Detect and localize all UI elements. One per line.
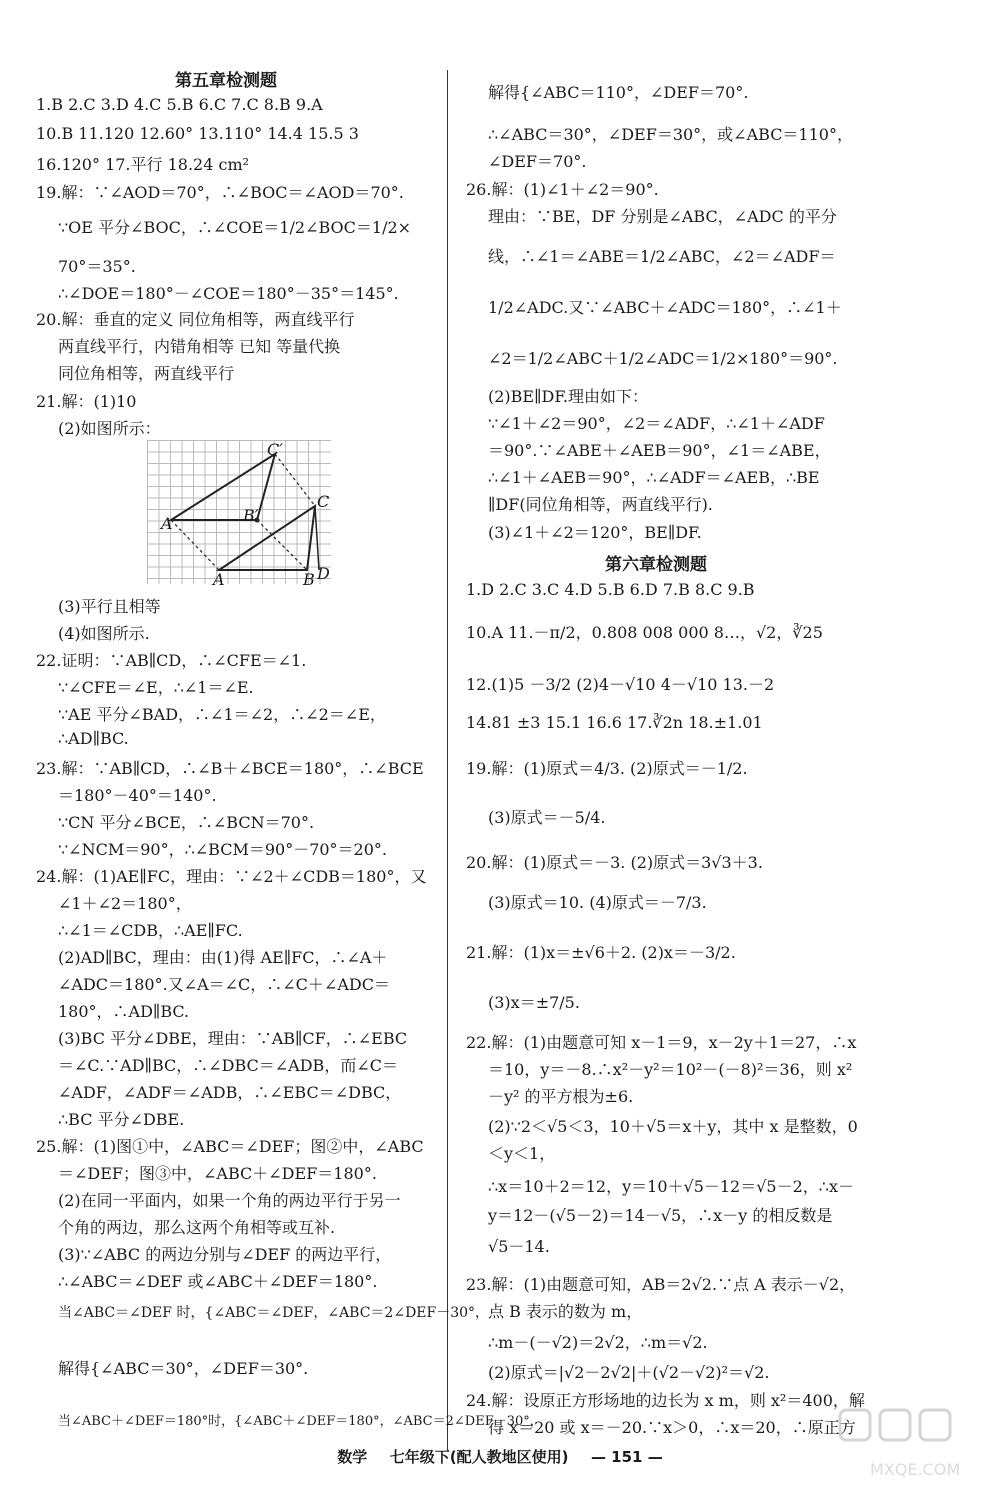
answer-line: 16.120° 17.平行 18.24 cm² xyxy=(36,155,250,174)
answer-line: 14.81 ±3 15.1 16.6 17.∛2n 18.±1.01 xyxy=(466,713,763,732)
answer-line: 点 B 表示的数为 m， xyxy=(488,1302,643,1321)
answer-line: 22.解：(1)由题意可知 x－1＝9，x－2y＋1＝27，∴x xyxy=(466,1033,857,1052)
answer-line: ∴∠1＝∠CDB，∴AE∥FC. xyxy=(58,921,243,940)
chapter5-heading: 第五章检测题 xyxy=(175,71,277,91)
translation-figure xyxy=(147,440,331,589)
answer-line: 180°，∴AD∥BC. xyxy=(58,1002,190,1021)
answer-line: (2)AD∥BC，理由：由(1)得 AE∥FC，∴∠A＋ xyxy=(58,948,388,967)
answer-line: 12.(1)5 －3/2 (2)4－√10 4－√10 13.－2 xyxy=(466,675,775,694)
answer-line: 19.解：(1)原式＝4/3. (2)原式＝－1/2. xyxy=(466,759,748,778)
answer-line: ∴AD∥BC. xyxy=(58,729,129,748)
answer-line: ∴∠DOE＝180°－∠COE＝180°－35°＝145°. xyxy=(58,284,399,303)
answer-line: 10.A 11.－π/2，0.808 008 000 8…，√2，∛25 xyxy=(466,623,823,642)
answer-line: 1.B 2.C 3.D 4.C 5.B 6.C 7.C 8.B 9.A xyxy=(36,95,323,114)
answer-line: 线，∴∠1＝∠ABE＝1/2∠ABC，∠2＝∠ADF＝ xyxy=(488,247,836,266)
answer-line: (3)∵∠ABC 的两边分别与∠DEF 的两边平行， xyxy=(58,1245,392,1264)
answer-line: ＜y＜1， xyxy=(488,1144,556,1163)
answer-line: 26.解：(1)∠1＋∠2＝90°. xyxy=(466,180,659,199)
watermark-logo xyxy=(830,1400,990,1490)
answer-line: 19.解：∵∠AOD＝70°，∴∠BOC＝∠AOD＝70°. xyxy=(36,183,404,202)
watermark-text: MXQE.COM xyxy=(870,1460,961,1479)
answer-line: 当∠ABC＝∠DEF 时，{∠ABC＝∠DEF，∠ABC＝2∠DEF－30°， xyxy=(58,1305,490,1321)
answer-line: ∵∠NCM＝90°，∴∠BCM＝90°－70°＝20°. xyxy=(58,840,388,859)
answer-line: 25.解：(1)图①中，∠ABC＝∠DEF；图②中，∠ABC xyxy=(36,1137,424,1156)
answer-line: 解得{∠ABC＝110°，∠DEF＝70°. xyxy=(488,83,749,102)
answer-line: 24.解：设原正方形场地的边长为 x m，则 x²＝400，解 xyxy=(466,1391,865,1410)
answer-line: 1.D 2.C 3.C 4.D 5.B 6.D 7.B 8.C 9.B xyxy=(466,580,755,599)
answer-line: √5－14. xyxy=(488,1237,550,1256)
answer-line: (2)在同一平面内，如果一个角的两边平行于另一 xyxy=(58,1191,401,1210)
answer-line: 23.解：(1)由题意可知，AB＝2√2.∵点 A 表示－√2， xyxy=(466,1275,856,1294)
answer-line: 个角的两边，那么这两个角相等或互补. xyxy=(58,1218,336,1237)
answer-line: ∵OE 平分∠BOC，∴∠COE＝1/2∠BOC＝1/2× xyxy=(58,218,412,237)
answer-line: 当∠ABC＋∠DEF＝180°时，{∠ABC＋∠DEF＝180°，∠ABC＝2∠DEF－30°， xyxy=(58,1414,543,1429)
label-d: D xyxy=(317,564,330,583)
answer-line: 10.B 11.120 12.60° 13.110° 14.4 15.5 3 xyxy=(36,124,359,143)
label-b: B xyxy=(303,570,315,589)
label-b-prime: B′ xyxy=(243,506,259,525)
label-a-prime: A′ xyxy=(161,514,177,533)
answer-line: ＝180°－40°＝140°. xyxy=(58,786,217,805)
answer-line: (2)BE∥DF.理由如下： xyxy=(488,387,649,406)
answer-line: 同位角相等，两直线平行 xyxy=(58,364,235,383)
answer-line: ∠2＝1/2∠ABC＋1/2∠ADC＝1/2×180°＝90°. xyxy=(488,349,838,368)
chapter6-heading: 第六章检测题 xyxy=(605,555,707,575)
page-number: — 151 — xyxy=(590,1448,663,1466)
label-c-prime: C′ xyxy=(267,440,283,459)
answer-line: (3)原式＝－5/4. xyxy=(488,808,606,827)
triangle-diagram xyxy=(147,440,331,584)
answer-line: ∵∠CFE＝∠E，∴∠1＝∠E. xyxy=(58,678,254,697)
footer-subject: 数学 xyxy=(337,1448,368,1466)
answer-line: ∴x＝10＋2＝12，y＝10＋√5－12＝√5－2，∴x－ xyxy=(488,1177,854,1196)
answer-line: 20.解：垂直的定义 同位角相等，两直线平行 xyxy=(36,310,355,329)
answer-line: 得 x＝20 或 x＝－20.∵x＞0，∴x＝20，∴原正方 xyxy=(488,1418,856,1437)
answer-line: 21.解：(1)10 xyxy=(36,392,137,411)
answer-line: ＝∠C.∵AD∥BC，∴∠DBC＝∠ADB，而∠C＝ xyxy=(58,1056,398,1075)
answer-line: 23.解：∵AB∥CD，∴∠B＋∠BCE＝180°，∴∠BCE xyxy=(36,759,424,778)
answer-line: 两直线平行，内错角相等 已知 等量代换 xyxy=(58,337,341,356)
answer-line: ∴BC 平分∠DBE. xyxy=(58,1110,185,1129)
answer-line: (4)如图所示. xyxy=(58,624,150,643)
answer-line: (3)∠1＋∠2＝120°，BE∥DF. xyxy=(488,523,702,542)
answer-line: (3)原式＝10. (4)原式＝－7/3. xyxy=(488,893,707,912)
answer-line: 70°＝35°. xyxy=(58,257,136,276)
answer-line: ∵AE 平分∠BAD，∴∠1＝∠2，∴∠2＝∠E， xyxy=(58,705,386,724)
answer-line: －y² 的平方根为±6. xyxy=(488,1087,634,1106)
footer-grade: 七年级下(配人教地区使用) xyxy=(389,1448,569,1466)
answer-line: ∵∠1＋∠2＝90°，∠2＝∠ADF，∴∠1＋∠ADF xyxy=(488,414,825,433)
answer-line: ∴m－(－√2)＝2√2，∴m＝√2. xyxy=(488,1333,708,1352)
answer-line: (2)∵2＜√5＜3，10＋√5＝x＋y，其中 x 是整数，0 xyxy=(488,1117,858,1136)
answer-line: ＝∠DEF；图③中，∠ABC＋∠DEF＝180°. xyxy=(58,1164,377,1183)
answer-line: 1/2∠ADC.又∵∠ABC＋∠ADC＝180°，∴∠1＋ xyxy=(488,298,842,317)
answer-line: (3)x＝±7/5. xyxy=(488,993,580,1012)
answer-line: 22.证明：∵AB∥CD，∴∠CFE＝∠1. xyxy=(36,651,307,670)
answer-line: 21.解：(1)x＝±√6＋2. (2)x＝－3/2. xyxy=(466,943,736,962)
label-c: C xyxy=(317,492,330,511)
answer-line: 24.解：(1)AE∥FC，理由：∵∠2＋∠CDB＝180°，又 xyxy=(36,867,427,886)
answer-line: ∴∠ABC＝∠DEF 或∠ABC＋∠DEF＝180°. xyxy=(58,1272,378,1291)
answer-line: (3)平行且相等 xyxy=(58,597,161,616)
answer-line: (3)BC 平分∠DBE，理由：∵AB∥CF，∴∠EBC xyxy=(58,1029,408,1048)
answer-line: 解得{∠ABC＝30°，∠DEF＝30°. xyxy=(58,1359,309,1378)
answer-line: ∠DEF＝70°. xyxy=(488,152,587,171)
label-a: A xyxy=(213,570,225,589)
answer-line: 20.解：(1)原式＝－3. (2)原式＝3√3＋3. xyxy=(466,853,763,872)
answer-line: (2)如图所示： xyxy=(58,419,161,438)
answer-line: ∥DF(同位角相等，两直线平行). xyxy=(488,495,713,514)
answer-line: (2)原式＝|√2－2√2|＋(√2－√2)²＝√2. xyxy=(488,1363,770,1382)
answer-line: ∠ADF，∠ADF＝∠ADB，∴∠EBC＝∠DBC， xyxy=(58,1083,402,1102)
watermark-icon xyxy=(830,1400,990,1460)
answer-line: ＝90°.∵∠ABE＋∠AEB＝90°，∠1＝∠ABE， xyxy=(488,441,831,460)
answer-line: ∴∠ABC＝30°，∠DEF＝30°，或∠ABC＝110°， xyxy=(488,125,853,144)
answer-line: ∠1＋∠2＝180°， xyxy=(58,894,192,913)
column-divider xyxy=(447,70,448,1450)
answer-line: ＝10，y＝－8.∴x²－y²＝10²－(－8)²＝36，则 x² xyxy=(488,1060,853,1079)
answer-line: ∠ADC＝180°.又∠A＝∠C，∴∠C＋∠ADC＝ xyxy=(58,975,390,994)
answer-line: 理由：∵BE，DF 分别是∠ABC，∠ADC 的平分 xyxy=(488,207,837,226)
answer-line: ∵CN 平分∠BCE，∴∠BCN＝70°. xyxy=(58,813,315,832)
answer-line: ∴∠1＋∠AEB＝90°，∴∠ADF＝∠AEB，∴BE xyxy=(488,468,820,487)
answer-line: y＝12－(√5－2)＝14－√5，∴x－y 的相反数是 xyxy=(488,1206,833,1225)
